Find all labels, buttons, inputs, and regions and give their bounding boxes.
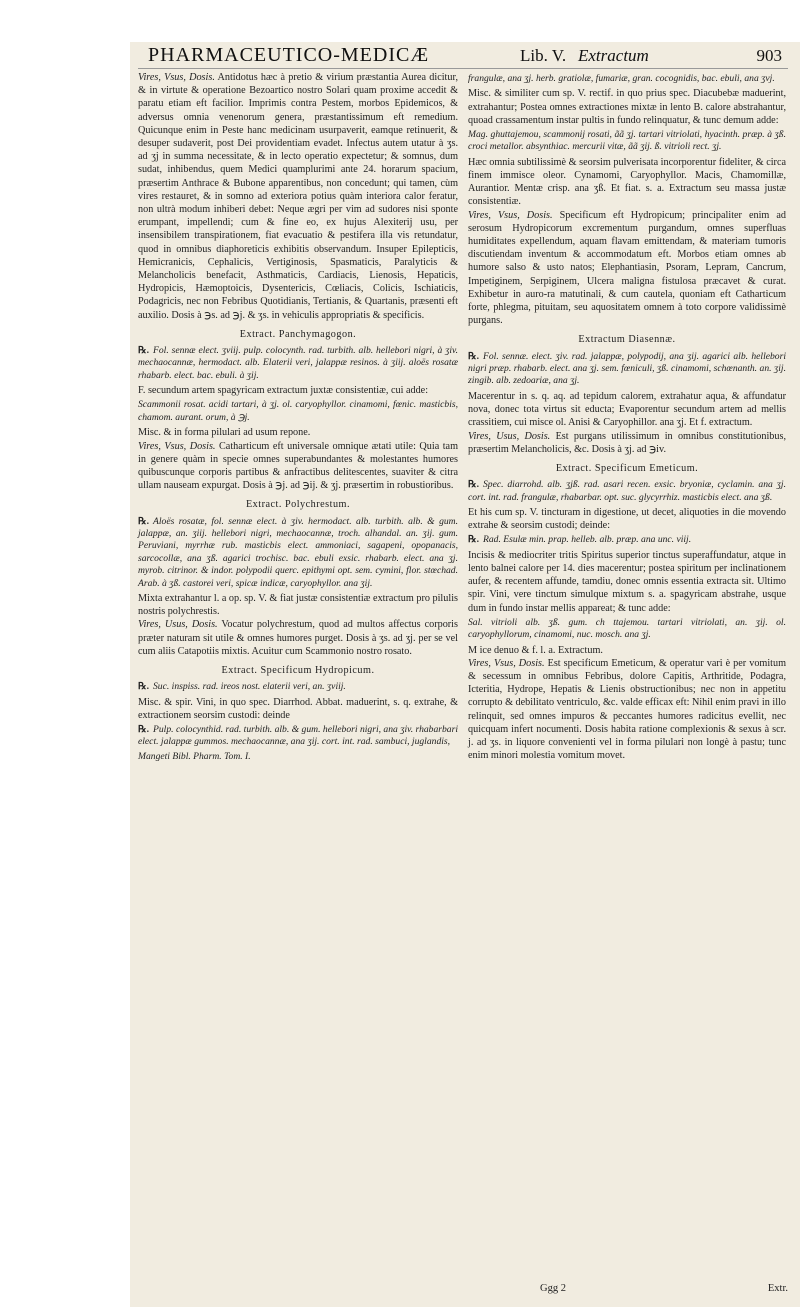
recipe: Scammonii rosat. acidi tartari, à ʒj. ol. caryophyllor. cinamomi, fœnic. masticbis, chamom. aurant. orum, à ℈j. bbox=[138, 399, 458, 423]
signature-number: 2 bbox=[560, 1283, 566, 1294]
book-number: Lib. V. bbox=[520, 46, 567, 65]
book-signature: Mangeti Bibl. Pharm. Tom. I. bbox=[138, 750, 251, 762]
paragraph bbox=[138, 71, 458, 322]
paragraph-label: Vires, Vsus, Dosis. bbox=[138, 440, 216, 452]
recipe bbox=[468, 351, 786, 388]
recipe bbox=[468, 479, 786, 504]
recipe-text: Spec. diarrohd. alb. ʒjß. rad. asari recen. exsic. bryoniæ, cyclamin. ana ʒj. cort. int. rad. frangulæ, rhabarbar. opt. suc. glycyrrhiz. masticbis elect. ana ʒß. bbox=[468, 479, 786, 503]
section-heading: Extract. Specificum Emeticum. bbox=[555, 462, 699, 474]
recipe-symbol: ℞. bbox=[468, 479, 479, 491]
recipe-text: Pulp. colocynthid. rad. turbith. alb. & gum. hellebori nigri, ana ʒiv. rhabarbari elect. jalappæ gummos. mechaocannæ, ana ʒij. cort. int. rad. sambuci, juglandis, bbox=[138, 723, 458, 748]
recipe-symbol: ℞. bbox=[468, 534, 479, 546]
paragraph bbox=[138, 440, 458, 493]
recipe-text: Aloës rosatæ, fol. sennæ elect. à ʒiv. hermodact. alb. turbith. alb. & gum. jalappæ, an. ʒiij. hellebori nigri, mechaocannæ, troch. alhandal. an. ʒij. gum. Peruviani, myrrhæ rub. masticbis elect. ammoniaci, sagapeni, opopanacis, sarcocollæ, ana ʒß. agarici trochisc. bac. ebuli exsic. rhabarb. elect. ana ʒj. myrob. citrinor. & indor. polypodii querc. epithymi opt. sem. cymini, flor. stœchad. Arab. à ʒß. castorei veri, spicæ indicæ, caryophyllor. ana ʒij. bbox=[138, 515, 458, 589]
paragraph-label: Vires, Vsus, Dosis. bbox=[468, 209, 553, 221]
left-column bbox=[138, 71, 458, 765]
paragraph-label: Vires, Usus, Dosis. bbox=[468, 430, 551, 442]
section-title: Extractum bbox=[578, 46, 649, 65]
paragraph: Misc. & spir. Vini, in quo spec. Diarrhod. Abbat. maduerint, s. q. extrahe, & extractionem seorsim custodi: deinde bbox=[138, 696, 458, 721]
paragraph bbox=[138, 618, 458, 658]
recipe-symbol: ℞. bbox=[138, 681, 149, 693]
section-heading: Extract. Panchymagogon. bbox=[239, 328, 357, 340]
signature-mark bbox=[540, 1283, 566, 1294]
recipe-text: Rad. Esulæ min. prap. helleb. alb. præp. ana unc. viij. bbox=[483, 534, 692, 546]
right-column bbox=[468, 71, 786, 765]
paragraph-label: Vires, Usus, Dosis. bbox=[138, 619, 218, 631]
recipe-text: Fol. sennæ elect. ʒviij. pulp. colocynth. rad. turbith. alb. hellebori nigri, à ʒiv. mechaocannæ, hermodact. alb. Elaterii veri, jalappæ resinos. à ʒiij. aloës rosatæ rhabarb. elect. bac. ebuli. à ʒij. bbox=[138, 345, 458, 381]
recipe bbox=[138, 724, 458, 749]
section-heading: Extract. Polychrestum. bbox=[245, 499, 351, 511]
recipe-text: Fol. sennæ. elect. ʒiv. rad. jalappæ, polypodij, ana ʒij. agarici alb. hellebori nigri præp. rhabarb. elect. ana ʒj. sem. fœniculi, ʒß. cinamomi, schœnanth. an. ʒij. zingib. alb. zedoariæ, ana ʒj. bbox=[468, 350, 786, 387]
running-head bbox=[138, 42, 788, 69]
recipe bbox=[138, 516, 458, 590]
page-number: 903 bbox=[756, 46, 782, 65]
paragraph bbox=[468, 209, 786, 328]
paragraph-label: Vires, Vsus, Dosis. bbox=[138, 72, 215, 83]
catchword: Extr. bbox=[767, 1283, 788, 1294]
paragraph: F. secundum artem spagyricam extractum juxtæ consistentiæ, cui adde: bbox=[138, 385, 429, 397]
page-footer bbox=[140, 1283, 788, 1297]
recipe: Mag. ghuttajemou, scammonij rosati, ãã ʒj. tartari vitriolati, hyacinth. præp. à ʒß. croci metallor. absynthiac. mercurii vitæ, ãã ʒij. ß. vitrioli rect. ʒj. bbox=[468, 129, 786, 153]
paragraph-text: Catharticum eft universale omnique ætati utile: Quia tam in genere quàm in specie omnes superabundantes & molestantes humores quibuscunque corporis partibus & anfractibus delitescentes, suaviter & citra ullam nauseam expurgat. Dosis à ℈j. ad ℈ij. & ʒj. præsertim in robustioribus. bbox=[138, 440, 458, 492]
paragraph bbox=[468, 430, 786, 456]
recipe-symbol: ℞. bbox=[468, 350, 479, 362]
text-columns bbox=[138, 71, 788, 765]
signature-letters: Ggg bbox=[540, 1283, 559, 1294]
paragraph-text: Est purgans utilissimum in omnibus constitutionibus, præsertim Melancholicis, &c. Dosis à ʒj. ad ℈iv. bbox=[468, 430, 787, 455]
paragraph: Incisis & mediocriter tritis Spiritus superior tinctus superaffundatur, atque in lento balnei calore per 14. dies macerentur; postea spiritum per inclinationem aufer, & recentem affunde, tamdiu, donec omnis essentia extracta sit. Ultimo spir. Vini, vere tinctum simulque mixtum s. a. spagyricam abstrahe, usque dum in fundo instar mellis appareat; & tunc adde: bbox=[468, 549, 786, 614]
paragraph-label: Vires, Vsus, Dosis. bbox=[468, 657, 545, 669]
paragraph: Misc. & similiter cum sp. V. rectif. in quo prius spec. Diacubebæ maduerint, extrahantur; Postea omnes extractiones mixtæ in lento B. calore abstrahantur, quoad crassamentum instar pultis in fundo relinquatur, & tunc demum adde: bbox=[468, 88, 786, 126]
recipe: Sal. vitrioli alb. ʒß. gum. ch ttajemou. tartari vitriolati, an. ʒij. ol. caryophyllorum, cinamomi, nuc. mosch. ana ʒj. bbox=[468, 616, 786, 641]
recipe-symbol: ℞. bbox=[138, 345, 149, 357]
paragraph-text: Est specificum Emeticum, & operatur vari è per vomitum & secessum in omnibus Febribus, dolore Capitis, Arthritide, Podagra, Icteritia, Hydrope, Hepatis & Lienis obstructionibus; nec non in appetitu corrupto & debilitato ventriculo, &c. valde efficax eft: Nihil enim pravi in illo relinquit, sed omnes impuros & peccantes humores radicitus evellit, nec quicquam infert nocumenti. Dosis habita ratione complexionis & sexus à scr. j. ad ʒs. in liquore convenienti vel in forma pilulari non longè à pastu; tunc enim minori molestia vomitum movet. bbox=[468, 657, 787, 762]
paragraph-text: Vocatur polychrestum, quod ad multos affectus corporis præter naturam sit utile & omnes humores purget. Dosis à ʒs. ad ʒj. per se vel cum aliis Catapotiis mixtis. Acuitur cum Scammonio nostro rosato. bbox=[138, 619, 458, 657]
running-title: PHARMACEUTICO-MEDICÆ bbox=[148, 44, 430, 66]
recipe-symbol: ℞. bbox=[138, 723, 149, 735]
paragraph: M ice denuo & f. l. a. Extractum. bbox=[468, 644, 603, 656]
recipe-text: Suc. inspiss. rad. ireos nost. elaterii veri, an. ʒviij. bbox=[153, 681, 346, 693]
recipe: frangulæ, ana ʒj. herb. gratiolæ, fumariæ, gran. cocognidis, bac. ebuli, ana ʒvj. bbox=[468, 73, 775, 84]
paragraph: Misc. & in forma pilulari ad usum repone. bbox=[138, 427, 311, 439]
section-heading: Extractum Diasennæ. bbox=[578, 334, 676, 346]
book-page bbox=[130, 42, 800, 1307]
paragraph-text: Antidotus hæc à pretio & virium præstantia Aurea dicitur, & in virtute & operatione Bezoartico nostro Solari quam proxime accedit & paratu etiam eft facilior. Imprimis contra Pestem, morbos Epidemicos, & adversus omnia venenorum genera, præstantissimum eft remedium. Quicunque enim in Peste hanc medicinam usurpaverit, eamque retinuerit, & desuper sudaverit, post Dei providentiam evadet. Infectus autem utatur à ʒs. ad ʒj in summa necessitate, & in lecto operatio expectetur; & somnus, dum sudat, inhibendus, quem Medici quamplurimi ante 24. horarum spacium, præsertim Anthrace & Bubone apparentibus, non concedunt; qui tamen, cùm vires restauret, & in somno ad exteriora potius quàm interiora calor feratur, non ultrà modum inhiberi debet: Neque ægri per vim ad sudores nisi sponte erumpant, impellendi; cum & fine eo, ex hujus Alexiterij usu, per insensibilem transpirationem, fiat evacuatio & pestifera illa vis retundatur, quod in omnibus diaphoreticis exhibitis observandum. Insuper Epilepticis, Hemicranicis, Cephalicis, Vertiginosis, Spasmaticis, Paralyticis & Melancholicis benefacit, Asthmaticis, Cardiacis, Lienosis, Hepaticis, Hydropicis, Hæmoptoicis, Dysentericis, Cœliacis, Colicis, Ischiaticis, Podagricis, nec non Febribus Quotidianis, Tertianis, & Quartanis, præsenti eft auxilio. Dosis à ℈s. ad ℈j. & ʒs. in vehiculis appropriatis & specificis. bbox=[138, 72, 459, 321]
paragraph: Macerentur in s. q. aq. ad tepidum calorem, extrahatur aqua, & affundatur nova, donec tota virtus sit educta; Evaporentur secundum artem ad mellis crassitiem, cui misce ol. Anisi & Caryophillor. ana ʒj. Et f. extractum. bbox=[468, 390, 786, 429]
recipe bbox=[468, 534, 786, 546]
recipe bbox=[138, 345, 458, 382]
section-heading: Extract. Specificum Hydropicum. bbox=[221, 664, 375, 676]
paragraph: Mixta extrahantur l. a op. sp. V. & fiat justæ consistentiæ extractum pro pilulis nostris polychrestis. bbox=[138, 592, 458, 618]
recipe-symbol: ℞. bbox=[138, 515, 149, 527]
recipe bbox=[138, 681, 458, 693]
paragraph: Et his cum sp. V. tincturam in digestione, ut decet, aliquoties in die movendo extrahe & seorsim custodi; deinde: bbox=[468, 506, 786, 532]
paragraph bbox=[468, 657, 786, 763]
paragraph-text: Specificum eft Hydropicum; principaliter enim ad serosum Hydropicorum excrementum purgandum, omnes superfluas humiditates expellendum, aquam flavam emittendam, & materiam tumoris discutiendam inventum & accommodatum eft. Morbos etiam omnes ab humore salso & usto natos; Elephantiasin, Psoram, Lepram, Cancrum, Impetiginem, Serpiginem, Ulcera maligna fistulosa præcavet & curat. Exhibetur in auro-ra matutinali, & cum cautela, quoniam eft Catharticum forte, phlegma, pituitam, seu aquositatem omnem à toto corpore validissimè purgans. bbox=[468, 209, 787, 327]
paragraph: Hæc omnia subtilissimè & seorsim pulverisata incorporentur fideliter, & circa finem immisce oleor. Cynamomi, Caryophyllor. Macis, Chamomillæ, Aurantior. Mentæ crisp. ana ʒß. Et fiat. s. a. Extractum seu massa justæ consistentiæ. bbox=[468, 156, 786, 208]
